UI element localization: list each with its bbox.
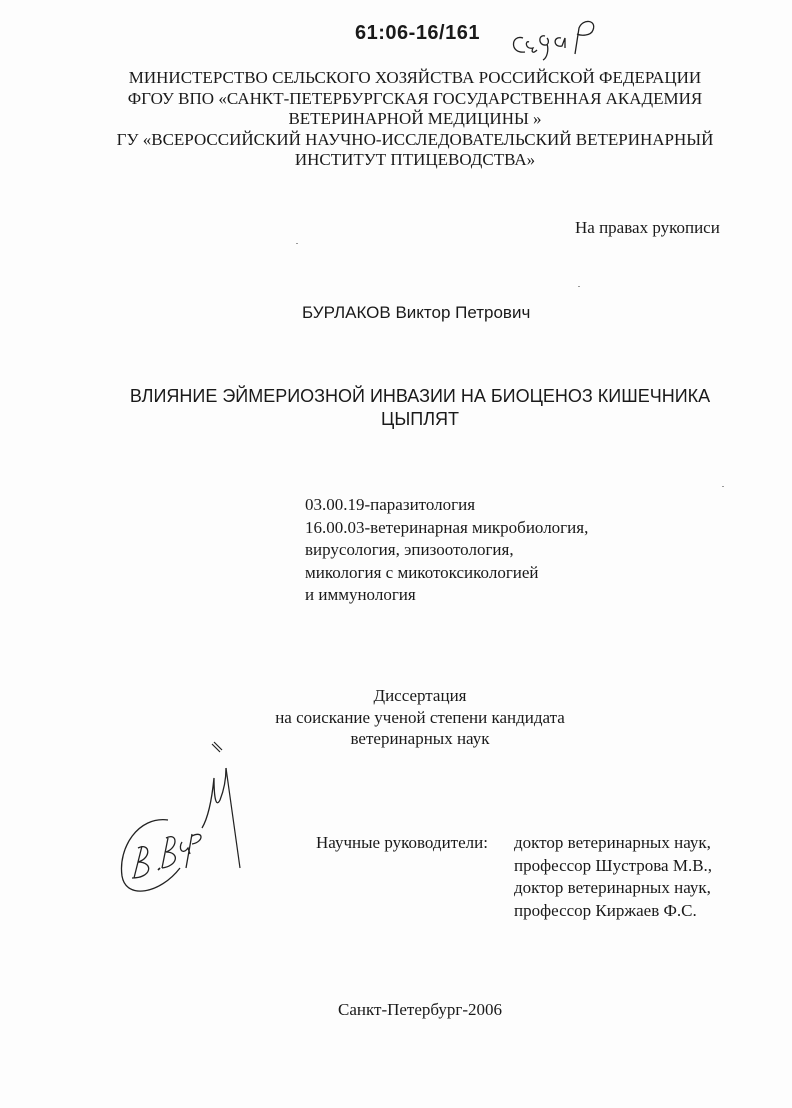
manuscript-rights: На правах рукописи: [575, 218, 720, 237]
supervisors-label: Научные руководители:: [316, 833, 488, 852]
supervisor-line: доктор ветеринарных наук,: [514, 833, 711, 852]
handwritten-signature: [108, 738, 248, 908]
author-name: БУРЛАКОВ Виктор Петрович: [302, 303, 531, 322]
specialty-line: вирусология, эпизоотология,: [305, 540, 514, 559]
supervisor-line: профессор Шустрова М.В.,: [514, 855, 713, 875]
dissertation-title: [80, 385, 760, 431]
supervisor-line: доктор ветеринарных наук,: [514, 878, 711, 897]
header-line: ФГОУ ВПО «САНКТ-ПЕТЕРБУРГСКАЯ ГОСУДАРСТВЕННАЯ АКАДЕМИЯ: [127, 88, 703, 108]
specialties-list: [305, 494, 588, 607]
dissertation-type: [200, 685, 640, 750]
title-line: ВЛИЯНИЕ ЭЙМЕРИОЗНОЙ ИНВАЗИИ НА БИОЦЕНОЗ КИШЕЧНИКА: [129, 386, 711, 406]
dissertation-line: на соискание ученой степени кандидата: [275, 707, 565, 727]
city-year: Санкт-Петербург-2006: [338, 1000, 503, 1019]
supervisor-line: профессор Киржаев Ф.С.: [514, 900, 697, 920]
header-line: ИНСТИТУТ ПТИЦЕВОДСТВА»: [294, 150, 536, 169]
specialty-line: 16.00.03-ветеринарная микробиология,: [305, 517, 589, 537]
dissertation-line: ветеринарных наук: [350, 729, 490, 748]
specialty-line: и иммунология: [305, 585, 416, 604]
scan-speck: [722, 486, 724, 487]
specialty-line: 03.00.19-паразитология: [305, 495, 476, 514]
scan-speck: [296, 243, 298, 244]
archive-code: 61:06-16/161: [355, 22, 480, 44]
handwritten-note: [505, 14, 615, 62]
header-line: МИНИСТЕРСТВО СЕЛЬСКОГО ХОЗЯЙСТВА РОССИЙСКОЙ ФЕДЕРАЦИИ: [128, 68, 702, 87]
institution-header: [60, 68, 770, 171]
title-line: ЦЫПЛЯТ: [381, 409, 459, 429]
scan-speck: [578, 286, 580, 287]
header-line: ГУ «ВСЕРОССИЙСКИЙ НАУЧНО-ИССЛЕДОВАТЕЛЬСКИЙ ВЕТЕРИНАРНЫЙ: [116, 129, 714, 149]
header-line: ВЕТЕРИНАРНОЙ МЕДИЦИНЫ »: [288, 109, 542, 128]
dissertation-line: Диссертация: [373, 686, 467, 705]
specialty-line: микология с микотоксикологией: [305, 562, 539, 582]
